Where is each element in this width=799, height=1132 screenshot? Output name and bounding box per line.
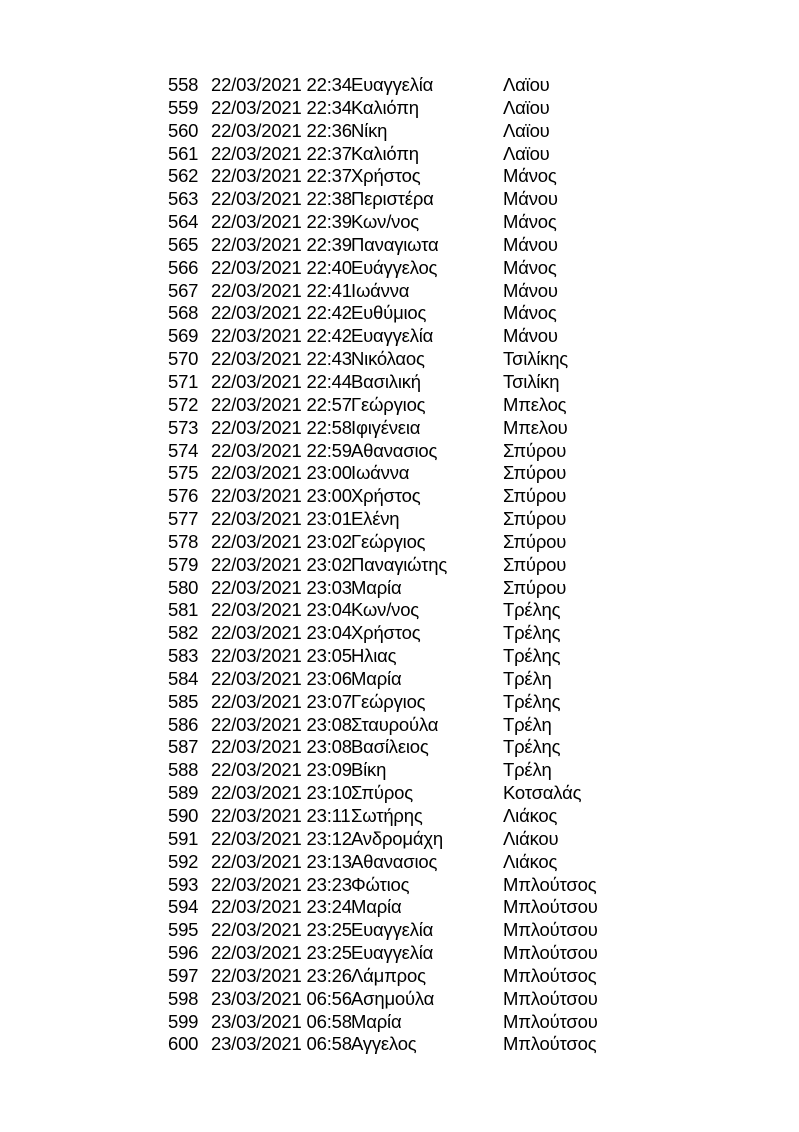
table-row (0, 919, 799, 942)
row-number-cell: 597 (168, 964, 199, 986)
row-number-cell: 570 (168, 348, 199, 370)
first-name-cell: Ηλιας (351, 645, 397, 667)
table-row (0, 120, 799, 143)
first-name-cell: Καλιόπη (351, 142, 419, 164)
last-name-cell: Μπλούτσος (503, 964, 597, 986)
first-name-cell: Ιωάννα (351, 279, 410, 301)
row-number-cell: 589 (168, 782, 199, 804)
first-name-cell: Σωτήρης (351, 805, 423, 826)
first-name-cell: Ευάγγελος (351, 256, 438, 278)
row-number-cell: 580 (168, 576, 199, 598)
row-number-cell: 577 (168, 508, 199, 530)
datetime-cell: 22/03/2021 22:34 (211, 96, 352, 118)
last-name-cell: Μάνος (503, 165, 557, 187)
table-row (0, 714, 799, 737)
datetime-cell: 22/03/2021 23:24 (211, 896, 352, 918)
row-number-cell: 567 (168, 279, 199, 301)
table-row (0, 462, 799, 485)
row-number-cell: 560 (168, 119, 199, 141)
first-name-cell: Ευαγγελία (351, 919, 434, 941)
last-name-cell: Σπύρου (503, 485, 567, 507)
datetime-cell: 23/03/2021 06:58 (211, 1010, 352, 1032)
row-number-cell: 575 (168, 462, 199, 484)
datetime-cell: 22/03/2021 23:11 (211, 805, 351, 826)
row-number-cell: 600 (168, 1033, 199, 1055)
first-name-cell: Ευθύμιος (351, 302, 427, 324)
first-name-cell: Γεώργιος (351, 393, 426, 415)
table-row (0, 531, 799, 554)
table-row (0, 805, 799, 828)
table-row (0, 188, 799, 211)
first-name-cell: Γεώργιος (351, 530, 426, 552)
first-name-cell: Σπύρος (351, 782, 413, 804)
last-name-cell: Τρέλη (503, 667, 552, 689)
datetime-cell: 22/03/2021 22:44 (211, 370, 352, 392)
table-row (0, 1033, 799, 1056)
datetime-cell: 22/03/2021 23:02 (211, 530, 352, 552)
datetime-cell: 22/03/2021 22:42 (211, 302, 352, 324)
table-row (0, 417, 799, 440)
datetime-cell: 22/03/2021 23:13 (211, 850, 352, 872)
row-number-cell: 579 (168, 553, 199, 575)
last-name-cell: Τρέλης (503, 599, 561, 621)
first-name-cell: Παναγιωτα (351, 233, 439, 255)
first-name-cell: Μαρία (351, 576, 402, 598)
first-name-cell: Ευαγγελία (351, 74, 434, 95)
last-name-cell: Λαϊου (503, 96, 550, 118)
datetime-cell: 22/03/2021 23:08 (211, 713, 352, 735)
row-number-cell: 562 (168, 165, 199, 187)
last-name-cell: Λαϊου (503, 142, 550, 164)
table-row (0, 280, 799, 303)
datetime-cell: 22/03/2021 22:43 (211, 348, 352, 370)
row-number-cell: 568 (168, 302, 199, 324)
first-name-cell: Χρήστος (351, 622, 421, 644)
table-row (0, 599, 799, 622)
first-name-cell: Βασίλειος (351, 736, 429, 758)
row-number-cell: 558 (168, 74, 199, 95)
first-name-cell: Ευαγγελία (351, 325, 434, 347)
first-name-cell: Ευαγγελία (351, 942, 434, 964)
last-name-cell: Λιάκος (503, 850, 558, 872)
first-name-cell: Ιωάννα (351, 462, 410, 484)
table-row (0, 691, 799, 714)
last-name-cell: Σπύρου (503, 508, 567, 530)
table-row (0, 554, 799, 577)
row-number-cell: 573 (168, 416, 199, 438)
last-name-cell: Μάνος (503, 256, 557, 278)
row-number-cell: 564 (168, 211, 199, 233)
datetime-cell: 22/03/2021 23:25 (211, 919, 352, 941)
datetime-cell: 23/03/2021 06:56 (211, 987, 352, 1009)
row-number-cell: 594 (168, 896, 199, 918)
last-name-cell: Μπελου (503, 416, 568, 438)
last-name-cell: Μπελος (503, 393, 567, 415)
table-row (0, 165, 799, 188)
table-row (0, 828, 799, 851)
first-name-cell: Χρήστος (351, 485, 421, 507)
datetime-cell: 22/03/2021 22:40 (211, 256, 352, 278)
last-name-cell: Τσιλίκη (503, 370, 560, 392)
row-number-cell: 593 (168, 873, 199, 895)
row-number-cell: 599 (168, 1010, 199, 1032)
datetime-cell: 22/03/2021 22:34 (211, 74, 352, 95)
table-row (0, 508, 799, 531)
datetime-cell: 23/03/2021 06:58 (211, 1033, 352, 1055)
datetime-cell: 22/03/2021 23:01 (211, 508, 352, 530)
datetime-cell: 22/03/2021 22:42 (211, 325, 352, 347)
datetime-cell: 22/03/2021 23:00 (211, 462, 352, 484)
table-row (0, 97, 799, 120)
first-name-cell: Βίκη (351, 759, 387, 781)
row-number-cell: 596 (168, 942, 199, 964)
row-number-cell: 584 (168, 667, 199, 689)
last-name-cell: Τρέλη (503, 713, 552, 735)
row-number-cell: 590 (168, 805, 199, 826)
name-list (0, 74, 799, 1056)
row-number-cell: 559 (168, 96, 199, 118)
table-row (0, 440, 799, 463)
row-number-cell: 598 (168, 987, 199, 1009)
first-name-cell: Φώτιος (351, 873, 410, 895)
first-name-cell: Μαρία (351, 896, 402, 918)
datetime-cell: 22/03/2021 22:37 (211, 142, 352, 164)
table-row (0, 371, 799, 394)
datetime-cell: 22/03/2021 23:12 (211, 827, 352, 849)
row-number-cell: 583 (168, 645, 199, 667)
table-row (0, 645, 799, 668)
table-row (0, 942, 799, 965)
last-name-cell: Μπλούτσος (503, 1033, 597, 1055)
datetime-cell: 22/03/2021 23:04 (211, 599, 352, 621)
table-row (0, 348, 799, 371)
last-name-cell: Μάνου (503, 233, 558, 255)
row-number-cell: 592 (168, 850, 199, 872)
last-name-cell: Μπλούτσου (503, 1010, 598, 1032)
row-number-cell: 563 (168, 188, 199, 210)
last-name-cell: Λιάκος (503, 805, 558, 826)
table-row (0, 394, 799, 417)
row-number-cell: 595 (168, 919, 199, 941)
datetime-cell: 22/03/2021 23:06 (211, 667, 352, 689)
datetime-cell: 22/03/2021 22:36 (211, 119, 352, 141)
first-name-cell: Κων/νος (351, 599, 420, 621)
last-name-cell: Τρέλης (503, 736, 561, 758)
last-name-cell: Λιάκου (503, 827, 559, 849)
last-name-cell: Τρέλης (503, 645, 561, 667)
table-row (0, 302, 799, 325)
table-row (0, 851, 799, 874)
first-name-cell: Μαρία (351, 667, 402, 689)
table-row (0, 257, 799, 280)
table-row (0, 988, 799, 1011)
table-row (0, 965, 799, 988)
first-name-cell: Ανδρομάχη (351, 827, 443, 849)
last-name-cell: Μπλούτσου (503, 896, 598, 918)
table-row (0, 143, 799, 166)
table-row (0, 577, 799, 600)
last-name-cell: Μάνου (503, 279, 558, 301)
first-name-cell: Νικόλαος (351, 348, 425, 370)
last-name-cell: Κοτσαλάς (503, 782, 582, 804)
first-name-cell: Ασημούλα (351, 987, 435, 1009)
row-number-cell: 587 (168, 736, 199, 758)
row-number-cell: 586 (168, 713, 199, 735)
last-name-cell: Μάνος (503, 302, 557, 324)
last-name-cell: Σπύρου (503, 462, 567, 484)
row-number-cell: 572 (168, 393, 199, 415)
table-row (0, 622, 799, 645)
first-name-cell: Μαρία (351, 1010, 402, 1032)
first-name-cell: Ελένη (351, 508, 400, 530)
datetime-cell: 22/03/2021 23:07 (211, 690, 352, 712)
table-row (0, 325, 799, 348)
last-name-cell: Μπλούτσου (503, 987, 598, 1009)
row-number-cell: 569 (168, 325, 199, 347)
last-name-cell: Τρέλη (503, 759, 552, 781)
datetime-cell: 22/03/2021 22:41 (211, 279, 352, 301)
datetime-cell: 22/03/2021 23:10 (211, 782, 352, 804)
row-number-cell: 561 (168, 142, 199, 164)
datetime-cell: 22/03/2021 22:38 (211, 188, 352, 210)
datetime-cell: 22/03/2021 22:57 (211, 393, 352, 415)
datetime-cell: 22/03/2021 23:02 (211, 553, 352, 575)
last-name-cell: Λαϊου (503, 119, 550, 141)
datetime-cell: 22/03/2021 23:08 (211, 736, 352, 758)
last-name-cell: Τρέλης (503, 622, 561, 644)
last-name-cell: Σπύρου (503, 439, 567, 461)
datetime-cell: 22/03/2021 23:23 (211, 873, 352, 895)
first-name-cell: Αθανασιος (351, 439, 438, 461)
table-row (0, 1011, 799, 1034)
row-number-cell: 576 (168, 485, 199, 507)
table-row (0, 485, 799, 508)
table-row (0, 234, 799, 257)
row-number-cell: 574 (168, 439, 199, 461)
datetime-cell: 22/03/2021 22:37 (211, 165, 352, 187)
row-number-cell: 588 (168, 759, 199, 781)
first-name-cell: Γεώργιος (351, 690, 426, 712)
last-name-cell: Μάνος (503, 211, 557, 233)
first-name-cell: Αθανασιος (351, 850, 438, 872)
last-name-cell: Σπύρου (503, 576, 567, 598)
table-row (0, 759, 799, 782)
table-row (0, 74, 799, 97)
row-number-cell: 591 (168, 827, 199, 849)
row-number-cell: 566 (168, 256, 199, 278)
first-name-cell: Καλιόπη (351, 96, 419, 118)
datetime-cell: 22/03/2021 23:00 (211, 485, 352, 507)
first-name-cell: Σταυρούλα (351, 713, 439, 735)
datetime-cell: 22/03/2021 23:05 (211, 645, 352, 667)
datetime-cell: 22/03/2021 22:58 (211, 416, 352, 438)
first-name-cell: Περιστέρα (351, 188, 434, 210)
first-name-cell: Ιφιγένεια (351, 416, 421, 438)
datetime-cell: 22/03/2021 23:03 (211, 576, 352, 598)
table-row (0, 211, 799, 234)
last-name-cell: Μάνου (503, 188, 558, 210)
last-name-cell: Μπλούτσου (503, 942, 598, 964)
last-name-cell: Μπλούτσου (503, 919, 598, 941)
table-row (0, 668, 799, 691)
first-name-cell: Κων/νος (351, 211, 420, 233)
row-number-cell: 582 (168, 622, 199, 644)
last-name-cell: Σπύρου (503, 530, 567, 552)
row-number-cell: 565 (168, 233, 199, 255)
datetime-cell: 22/03/2021 22:39 (211, 233, 352, 255)
datetime-cell: 22/03/2021 23:09 (211, 759, 352, 781)
first-name-cell: Παναγιώτης (351, 553, 448, 575)
last-name-cell: Τσιλίκης (503, 348, 569, 370)
table-row (0, 782, 799, 805)
datetime-cell: 22/03/2021 22:39 (211, 211, 352, 233)
first-name-cell: Αγγελος (351, 1033, 417, 1055)
first-name-cell: Λάμπρος (351, 964, 426, 986)
row-number-cell: 571 (168, 370, 199, 392)
datetime-cell: 22/03/2021 23:25 (211, 942, 352, 964)
row-number-cell: 578 (168, 530, 199, 552)
row-number-cell: 581 (168, 599, 199, 621)
row-number-cell: 585 (168, 690, 199, 712)
first-name-cell: Βασιλική (351, 370, 421, 392)
last-name-cell: Μάνου (503, 325, 558, 347)
last-name-cell: Τρέλης (503, 690, 561, 712)
last-name-cell: Μπλούτσος (503, 873, 597, 895)
datetime-cell: 22/03/2021 23:26 (211, 964, 352, 986)
first-name-cell: Νίκη (351, 119, 388, 141)
last-name-cell: Σπύρου (503, 553, 567, 575)
first-name-cell: Χρήστος (351, 165, 421, 187)
table-row (0, 874, 799, 897)
table-row (0, 896, 799, 919)
last-name-cell: Λαϊου (503, 74, 550, 95)
datetime-cell: 22/03/2021 23:04 (211, 622, 352, 644)
datetime-cell: 22/03/2021 22:59 (211, 439, 352, 461)
table-row (0, 736, 799, 759)
